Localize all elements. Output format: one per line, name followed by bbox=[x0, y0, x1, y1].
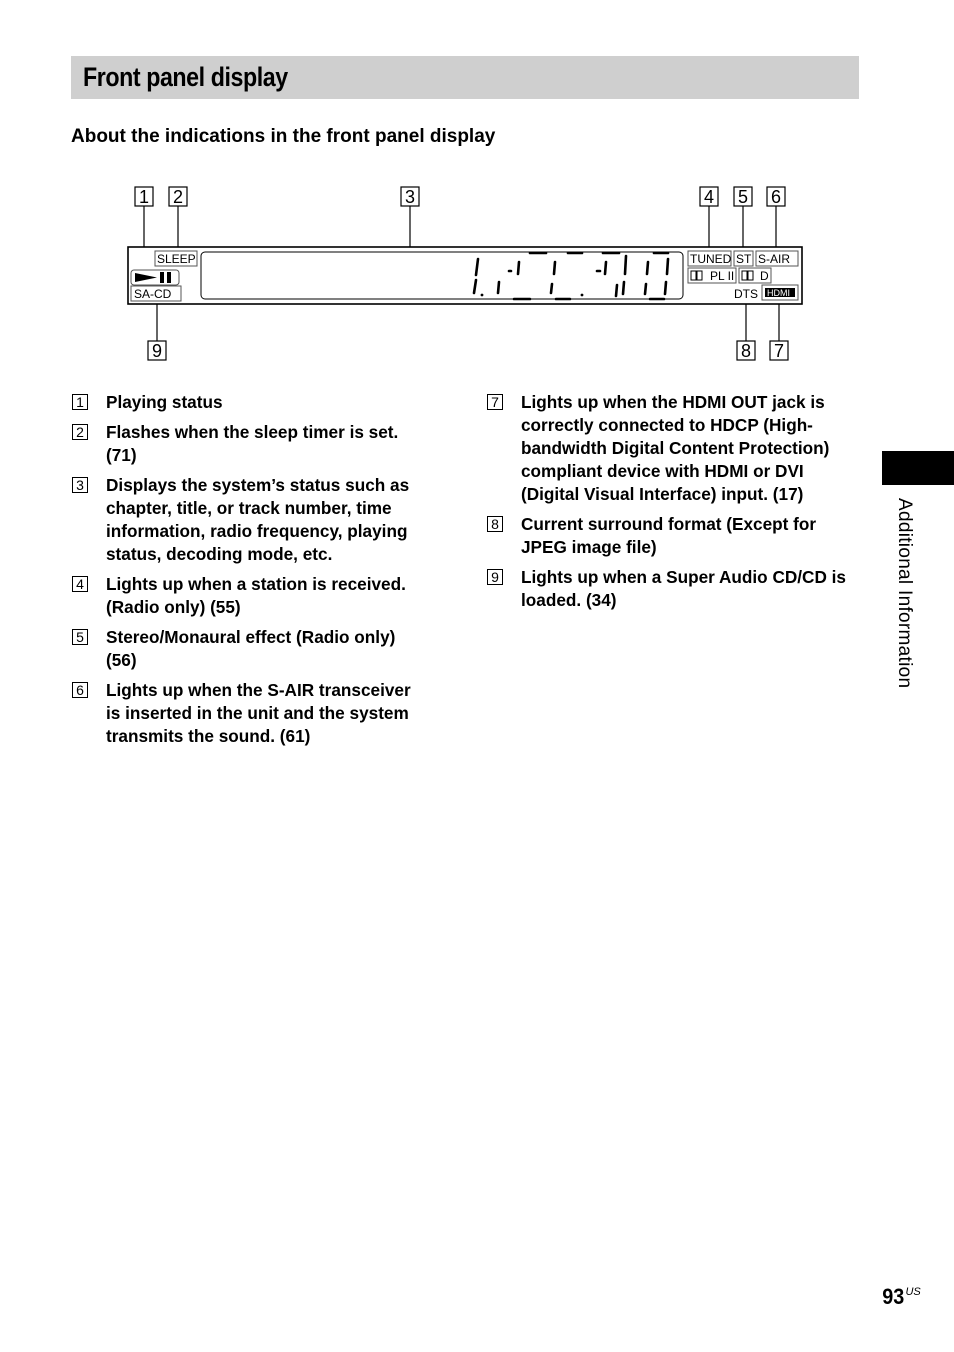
list-item bbox=[71, 679, 416, 748]
sacd-label: SA-CD bbox=[134, 287, 172, 301]
list-item bbox=[71, 421, 416, 467]
right-column bbox=[486, 391, 856, 619]
page-title: Front panel display bbox=[83, 62, 288, 92]
item-text: Lights up when the S-AIR transceiver is inserted in the unit and the system transmits the sound. (61) bbox=[106, 680, 411, 746]
list-item bbox=[486, 391, 856, 506]
st-label: ST bbox=[736, 252, 752, 266]
item-text: Playing status bbox=[106, 392, 223, 412]
page-number-value: 93 bbox=[882, 1284, 905, 1309]
svg-text:7: 7 bbox=[773, 341, 785, 361]
play-pause-icon bbox=[131, 270, 179, 285]
item-number: 9 bbox=[487, 569, 503, 585]
svg-text:4: 4 bbox=[703, 187, 715, 207]
dolby-pl2-indicator bbox=[688, 268, 736, 283]
hdmi-label: HDMI bbox=[767, 288, 790, 298]
svg-text:3: 3 bbox=[404, 187, 416, 207]
callout-2 bbox=[169, 187, 187, 207]
sleep-label: SLEEP bbox=[157, 252, 196, 266]
item-text: Flashes when the sleep timer is set. (71) bbox=[106, 422, 399, 465]
list-item bbox=[486, 566, 856, 612]
front-panel-diagram bbox=[0, 0, 954, 380]
item-text: Displays the system’s status such as chapter, title, or track number, time information, radio frequency, playing status, decoding mode, etc. bbox=[106, 475, 410, 564]
callout-6 bbox=[767, 187, 785, 207]
item-text: Lights up when a Super Audio CD/CD is loaded. (34) bbox=[521, 567, 846, 610]
d-label: D bbox=[760, 269, 769, 283]
callout-3 bbox=[401, 187, 419, 207]
main-segment-area bbox=[201, 252, 683, 299]
callout-9 bbox=[148, 341, 166, 361]
dts-label: DTS bbox=[734, 287, 758, 301]
item-text: Current surround format (Except for JPEG image file) bbox=[521, 514, 817, 557]
list-item bbox=[71, 391, 416, 414]
left-column bbox=[71, 391, 416, 755]
callout-1 bbox=[135, 187, 153, 207]
item-number: 2 bbox=[72, 424, 88, 440]
svg-text:1: 1 bbox=[138, 187, 150, 207]
section-heading: About the indications in the front panel display bbox=[71, 126, 496, 147]
page-number bbox=[881, 1284, 921, 1310]
dolby-digital-indicator bbox=[739, 268, 771, 283]
list-item bbox=[71, 626, 416, 672]
sair-label: S-AIR bbox=[758, 252, 791, 266]
item-number: 8 bbox=[487, 516, 503, 532]
item-text: Lights up when a station is received. (Radio only) (55) bbox=[106, 574, 406, 617]
list-item bbox=[71, 573, 416, 619]
section-tab-marker bbox=[882, 451, 954, 485]
page-number-suffix: US bbox=[905, 1286, 921, 1298]
item-number: 5 bbox=[72, 629, 88, 645]
item-number: 1 bbox=[72, 394, 88, 410]
item-text: Lights up when the HDMI OUT jack is correctly connected to HDCP (High-bandwidth Digital Content Protection) compliant device with HDMI or DVI (Digital Visual Interface) input. (17) bbox=[521, 392, 830, 504]
svg-text:6: 6 bbox=[770, 187, 782, 207]
svg-text:9: 9 bbox=[151, 341, 163, 361]
section-side-label: Additional Information bbox=[894, 498, 915, 689]
plii-label: PL II bbox=[710, 269, 735, 283]
item-number: 4 bbox=[72, 576, 88, 592]
tuned-label: TUNED bbox=[690, 252, 732, 266]
list-item bbox=[486, 513, 856, 559]
callout-8 bbox=[737, 341, 755, 361]
svg-text:2: 2 bbox=[172, 187, 184, 207]
svg-text:8: 8 bbox=[740, 341, 752, 361]
item-number: 7 bbox=[487, 394, 503, 410]
item-text: Stereo/Monaural effect (Radio only) (56) bbox=[106, 627, 396, 670]
callout-5 bbox=[734, 187, 752, 207]
callout-4 bbox=[700, 187, 718, 207]
callout-7 bbox=[770, 341, 788, 361]
item-number: 6 bbox=[72, 682, 88, 698]
item-number: 3 bbox=[72, 477, 88, 493]
svg-text:5: 5 bbox=[737, 187, 749, 207]
list-item bbox=[71, 474, 416, 566]
